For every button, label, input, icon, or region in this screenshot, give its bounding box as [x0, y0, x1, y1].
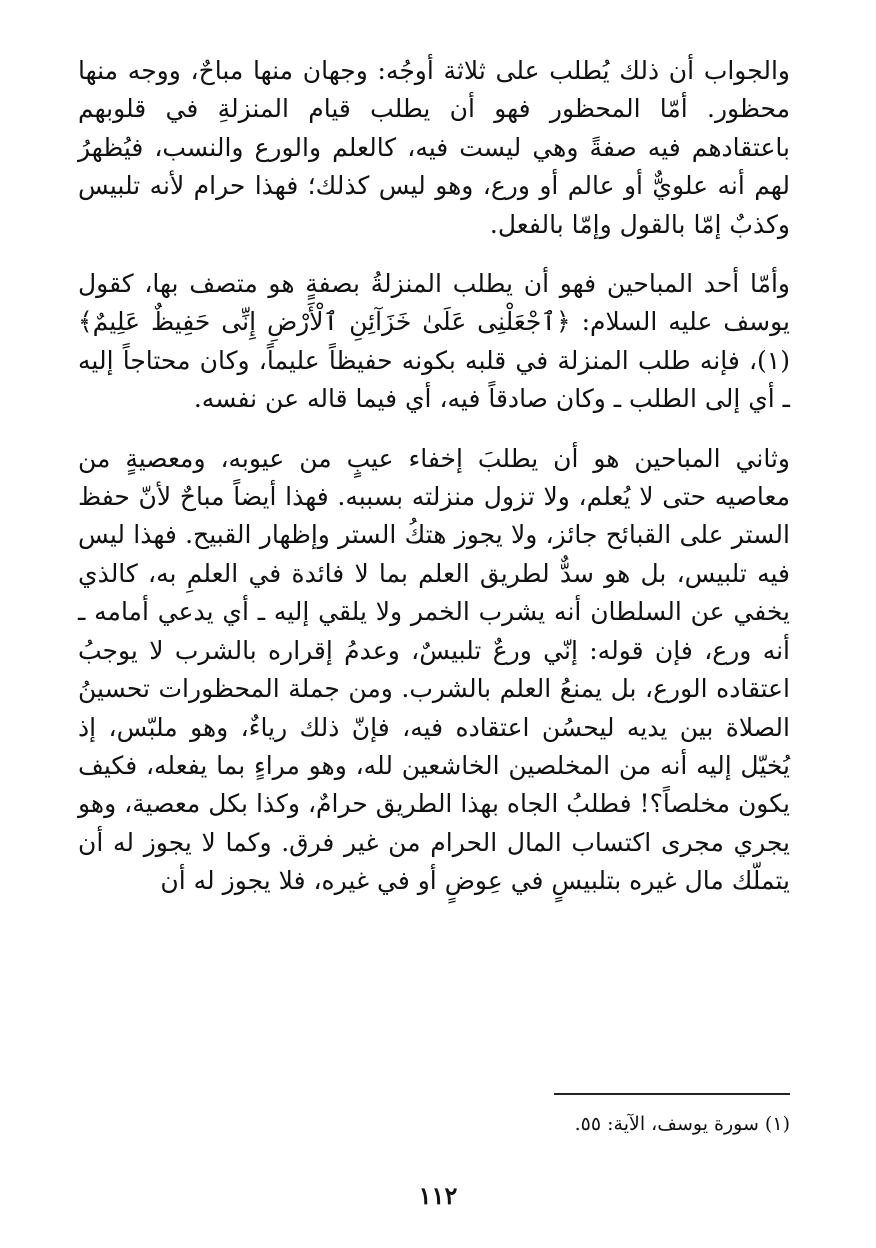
footnote: (١) سورة يوسف، الآية: ٥٥.: [574, 1113, 790, 1135]
paragraph-2: وأمّا أحد المباحين فهو أن يطلب المنزلةُ بصفةٍ هو متصف بها، كقول يوسف عليه السلام: ﴿ٱجْعَلْنِى عَلَىٰ خَزَآئِنِ ٱلْأَرْضِ إِنِّى حَفِيظٌ عَلِيمٌ﴾(١)، فإنه طلب المنزلة في قلبه بكونه حفيظاً عليماً، وكان محتاجاً إليه ـ أي إلى الطلب ـ وكان صادقاً فيه، أي فيما قاله عن نفسه.: [78, 269, 790, 414]
footnote-divider: [554, 1093, 790, 1095]
page-body: [78, 52, 790, 901]
paragraph-1: والجواب أن ذلك يُطلب على ثلاثة أوجُه: وجهان منها مباحٌ، ووجه منها محظور. أمّا المحظور فهو أن يطلب قيام المنزلةِ في قلوبهم باعتقادهم فيه صفةً وهي ليست فيه، كالعلم والورع والنسب، فيُظهرُ لهم أنه علويٌّ أو عالم أو ورع، وهو ليس كذلك؛ فهذا حرام لأنه تلبيس وكذبٌ إمّا بالقول وإمّا بالفعل.: [78, 56, 790, 239]
paragraph-3: وثاني المباحين هو أن يطلبَ إخفاء عيبٍ من عيوبه، ومعصيةٍ من معاصيه حتى لا يُعلم، ولا تزول منزلته بسببه. فهذا أيضاً مباحٌ لأنّ حفظ الستر على القبائح جائز، ولا يجوز هتكُ الستر وإظهار القبيح. فهذا ليس فيه تلبيس، بل هو سدٌّ لطريق العلم بما لا فائدة في العلمِ به، كالذي يخفي عن السلطان أنه يشرب الخمر ولا يلقي إليه ـ أي يدعي أمامه ـ أنه ورع، فإن قوله: إنّي ورعٌ تلبيسٌ، وعدمُ إقراره بالشرب لا يوجبُ اعتقاده الورع، بل يمنعُ العلم بالشرب. ومن جملة المحظورات تحسينُ الصلاة بين يديه ليحسُن اعتقاده فيه، فإنّ ذلك رياءٌ، وهو ملبّس، إذ يُخيّل إليه أنه من المخلصين الخاشعين لله، وهو مراءٍ بما يفعله، فكيف يكون مخلصاً؟! فطلبُ الجاه بهذا الطريق حرامٌ، وكذا بكل معصية، وهو يجري مجرى اكتساب المال الحرام من غير فرق. وكما لا يجوز له أن يتملّك مال غيره بتلبيسٍ في عِوضٍ أو في غيره، فلا يجوز له أن: [78, 443, 790, 896]
page-number: ١١٢: [418, 1181, 458, 1210]
